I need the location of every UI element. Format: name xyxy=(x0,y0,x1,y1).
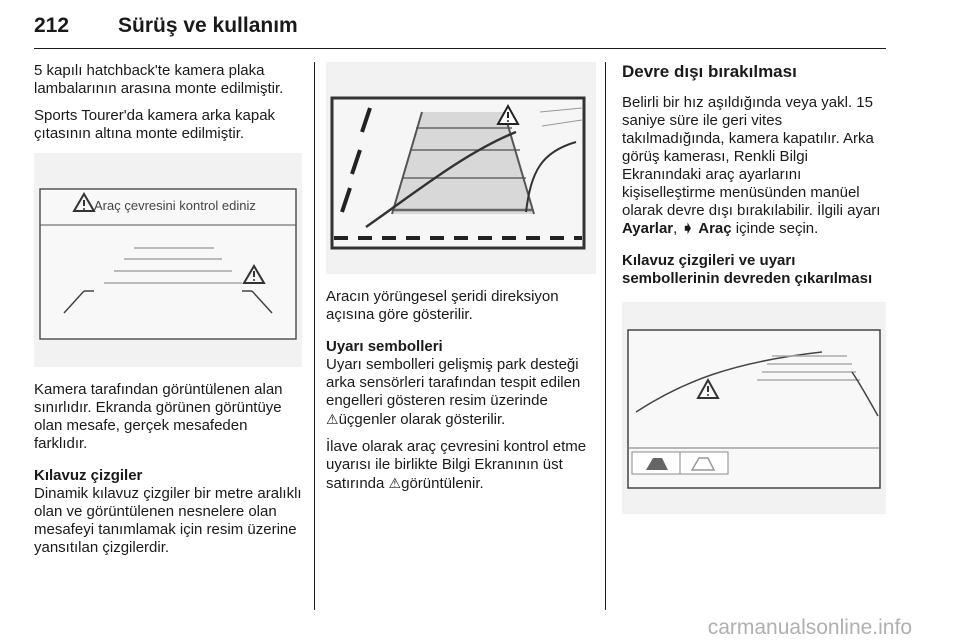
menu-path-settings: Ayarlar xyxy=(622,220,674,237)
text-span: İlave olarak araç çevresini kontrol etme uyarısı ile birlikte Bilgi Ekranının üst satırında xyxy=(326,438,587,492)
text-span: Belirli bir hız aşıldığında veya yakl. 15 saniye süre ile geri vites takılmadığında, kamera kapatılır. Arka görüş kamerası, Renkli Bilgi Ekranındaki araç ayarlarını kişiselleştirme menüsünden manüel olarak devre dışı bırakılabilir. İlgili ayarı xyxy=(622,94,881,219)
text-span: görüntülenir. xyxy=(401,475,484,492)
menu-path-vehicle: Araç xyxy=(698,220,732,237)
paragraph xyxy=(326,438,596,493)
text-span: Uyarı sembolleri gelişmiş park desteği arka sensörleri tarafından tespit edilen engelleri gösteren resim üzerinde xyxy=(326,356,581,409)
trajectory-illustration xyxy=(326,62,590,274)
arrow-icon: ➧ xyxy=(681,220,695,237)
text-span: içinde seçin. xyxy=(731,220,819,237)
paragraph: Dinamik kılavuz çizgiler bir metre aralıklı olan ve görüntülenen nesnelere olan mesafeyi tanımlamak için resim üzerine yansıtılan çizgilerdir. xyxy=(34,485,302,556)
camera-display-figure xyxy=(622,302,886,514)
guideline-toggle-illustration xyxy=(622,302,886,514)
paragraph: 5 kapılı hatchback'te kamera plaka lambalarının arasına monte edilmiştir. xyxy=(34,62,284,97)
page-number: 212 xyxy=(34,14,70,37)
column-1 xyxy=(34,62,302,566)
watermark: carmanualsonline.info xyxy=(707,616,912,639)
figure-caption: Araç çevresini kontrol ediniz xyxy=(94,198,256,213)
camera-display-illustration xyxy=(34,153,302,367)
text-span: üçgenler olarak gösterilir. xyxy=(338,411,506,428)
page-header xyxy=(34,6,886,46)
paragraph: Aracın yörüngesel şeridi direksiyon açısına göre gösterilir. xyxy=(326,288,559,323)
trajectory-figure xyxy=(326,62,596,274)
paragraph: Sports Tourer'da kamera arka kapak çıtasının altına monte edilmiştir. xyxy=(34,107,276,142)
column-3 xyxy=(622,62,886,528)
column-divider xyxy=(605,62,606,610)
header-rule xyxy=(34,48,886,49)
section-heading: Devre dışı bırakılması xyxy=(622,62,797,81)
column-2 xyxy=(326,62,596,502)
warning-triangle-icon: ⚠ xyxy=(326,411,339,427)
paragraph xyxy=(326,356,596,429)
section-heading: Kılavuz çizgileri ve uyarı sembollerinin devreden çıkarılması xyxy=(622,252,873,287)
paragraph xyxy=(622,94,886,238)
paragraph: Kamera tarafından görüntülenen alan sınırlıdır. Ekranda görünen görüntüye olan mesafe, gerçek mesafeden farklıdır. xyxy=(34,381,283,452)
page-title: Sürüş ve kullanım xyxy=(118,14,298,37)
column-divider xyxy=(314,62,315,610)
camera-display-figure xyxy=(34,153,302,367)
text-span: , xyxy=(673,220,682,237)
warning-triangle-icon: ⚠ xyxy=(388,475,402,491)
section-heading: Kılavuz çizgiler xyxy=(34,467,143,484)
section-heading: Uyarı sembolleri xyxy=(326,338,443,355)
